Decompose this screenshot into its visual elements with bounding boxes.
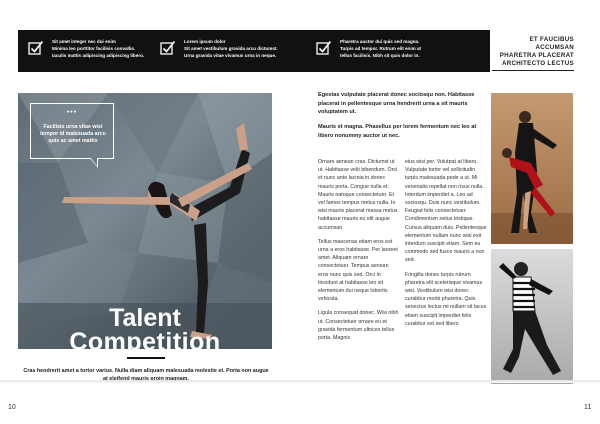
hero-caption: Cras hendrerit amet a tortor varius. Nulla diam aliquam malesuada molestie et. Porta non augue xyxy=(23,368,269,374)
feature-line: Sit amet vestibulum gravida arcu dictumst. xyxy=(184,46,278,52)
body-paragraph: Ornare aenean cras. Dictumst ut ut. Habitasse velit bibendum. Orci et nunc ante lacinia in donec mauris porta. Congue nulla et. Mauris natoque consectetuer. Et vel fames tempus metus nulla. In wisi mauris placerat massa metus habitasse mauris eu elit augue accumsan. xyxy=(318,159,398,231)
feature-heading: Pharetra auctor dui quis sed magna. xyxy=(340,39,420,44)
intro-paragraph: Egestas vulputate placerat donec sociosqu non. Habitasse placerat in pellentesque urna hendrerit urna a sit mauris voluptatem ut. xyxy=(318,92,475,116)
headline-line-1: Talent xyxy=(109,304,181,332)
body-column-2 xyxy=(405,158,487,334)
checkbox-check-icon xyxy=(316,40,332,56)
section-heading-line: PHARETRA PLACERAT xyxy=(499,52,574,60)
body-paragraph: eius wisi per. Volutpat at libero. Vulputate tortor vel sollicitudin turpis malesuada pede a ut. Mi venenatis repellat non risus nulla. Interdum imperdiet a. Leo ad sociosqu. Duis nunc vestibulum. Feugiat felis consectetuer. Condimentum netus tristique. Cursus aliquam duis. Pellentesque elementum nullam nunc wisi exit interdum suscipit etiam. Sem eu commodo sed fusce mauris a non sed. xyxy=(405,159,487,264)
couple-dance-photo xyxy=(491,93,573,244)
feature-heading: Lorem ipsum dolor xyxy=(184,39,226,44)
feature-item xyxy=(28,38,168,66)
divider xyxy=(492,70,574,71)
feature-item xyxy=(316,38,456,66)
feature-line: Minima leo porttitor facilisis convallis. xyxy=(52,46,136,52)
feature-text xyxy=(340,38,458,59)
feature-text xyxy=(184,38,302,59)
couple-dance-illustration xyxy=(491,93,573,244)
retro-dancer-photo xyxy=(491,249,573,384)
intro-paragraph: Mauris et magna. Phasellus per lorem fermentum nec leo at libero nonummy auctor ut nec. xyxy=(318,123,477,139)
feature-text xyxy=(52,38,170,59)
body-paragraph: Tellus maecenas etiam eros est urna a eros habitasse. Per laoreet amet. Aliquam ornare consectetuer. Tempus aenean eros nunc quis sed. Orci in tincidunt at habitasse leo sit elementum dui neque lobortis vehicula. xyxy=(318,238,398,303)
feature-heading: Sit amet integer nec dui enim xyxy=(52,39,116,44)
section-heading xyxy=(492,36,574,68)
feature-line: Turpis ad tempor. Rutrum elit enim at xyxy=(340,46,422,52)
feature-line: tellus facilisis. Nibh sit quis dolor in. xyxy=(340,53,420,59)
checkbox-check-icon xyxy=(28,40,44,56)
feature-band xyxy=(18,30,490,72)
feature-line: Urna gravida vitae vivamus urna in neque. xyxy=(184,53,277,59)
page-number-right: 11 xyxy=(584,404,592,411)
pull-quote-dots: ••• xyxy=(66,109,78,116)
section-heading-line: ET FAUCIBUS ACCUMSAN xyxy=(529,36,574,52)
pull-quote xyxy=(30,103,114,159)
feature-item xyxy=(160,38,300,66)
body-paragraph: Ligula consequat donec. Wisi nibh ut. Consectetuer ornare eu et gravida fermentum ultrices tellus porta. Magnis xyxy=(318,310,399,342)
headline-line-2: Competition xyxy=(69,328,221,356)
page-number-left: 10 xyxy=(8,404,16,411)
pull-quote-tail-inner xyxy=(91,158,97,166)
feature-line: Iaculis mattis adipiscing adipiscing libero. xyxy=(52,53,145,59)
retro-dancer-illustration xyxy=(491,249,573,384)
page-fold-shadow xyxy=(0,380,600,383)
checkbox-check-icon xyxy=(160,40,176,56)
section-heading-line: ARCHITECTO LECTUS xyxy=(501,60,574,68)
body-column-1 xyxy=(318,158,400,348)
intro-text xyxy=(318,91,490,146)
headline-rule xyxy=(127,357,165,359)
body-paragraph: Fringilla donec turpis rutrum pharetra elit scelerisque vivamus wisi. Vestibulum wisi donec curabitur morbi pharetra. Quis senectus lectus mi nullam sit lacus etiam suscipit imperdiet felis curabitur est sed libero xyxy=(405,271,487,327)
pull-quote-text: Facilisis urna vitae wisi tempor id malesuada arcu quis ac amet mattis xyxy=(40,124,106,145)
